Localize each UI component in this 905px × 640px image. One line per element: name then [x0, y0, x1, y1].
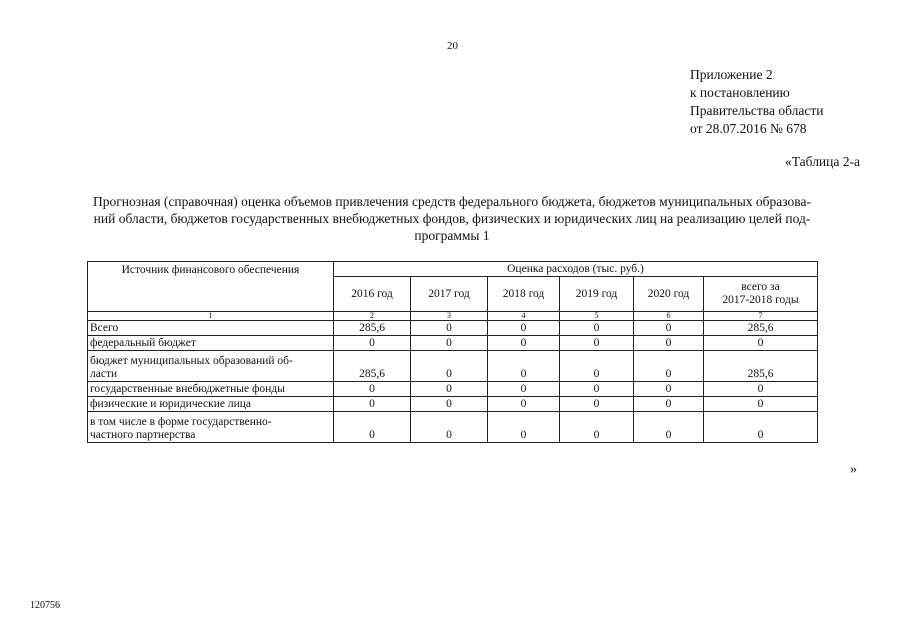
header-total-line: всего за [741, 281, 780, 293]
row-label [88, 412, 334, 443]
title-line: Прогнозная (справочная) оценка объемов привлечения средств федерального бюджета, бюджетов муниципальных образова- [93, 194, 811, 209]
row-value: 0 [488, 412, 560, 443]
row-value: 0 [560, 336, 634, 351]
header-total [704, 277, 818, 312]
row-label: физические и юридические лица [88, 397, 334, 412]
row-label-line: частного партнерства [90, 429, 196, 441]
row-value: 0 [704, 412, 818, 443]
header-year: 2018 год [488, 277, 560, 312]
appendix-line: от 28.07.2016 № 678 [690, 121, 807, 136]
table-row [88, 321, 818, 336]
header-year: 2017 год [411, 277, 488, 312]
appendix-line: Приложение 2 [690, 67, 773, 82]
row-value: 0 [560, 382, 634, 397]
row-label [88, 351, 334, 382]
row-value: 0 [488, 336, 560, 351]
row-label: государственные внебюджетные фонды [88, 382, 334, 397]
row-value: 0 [411, 321, 488, 336]
header-year: 2019 год [560, 277, 634, 312]
table-row [88, 412, 818, 443]
row-value: 285,6 [334, 351, 411, 382]
header-year: 2020 год [634, 277, 704, 312]
row-label-line: бюджет муниципальных образований об- [90, 355, 293, 367]
row-value: 0 [334, 382, 411, 397]
row-value: 0 [704, 382, 818, 397]
table-row [88, 351, 818, 382]
row-value: 0 [704, 336, 818, 351]
row-value: 0 [334, 336, 411, 351]
row-value: 0 [560, 351, 634, 382]
row-value: 0 [411, 397, 488, 412]
table-row [88, 382, 818, 397]
column-number: 4 [488, 312, 560, 321]
column-number: 1 [88, 312, 334, 321]
page-number: 20 [447, 40, 458, 52]
table-row [88, 336, 818, 351]
column-number: 3 [411, 312, 488, 321]
appendix-line: к постановлению [690, 85, 790, 100]
row-value: 0 [488, 382, 560, 397]
column-number: 2 [334, 312, 411, 321]
row-value: 0 [634, 382, 704, 397]
header-total-line: 2017-2018 годы [722, 294, 799, 306]
column-number: 7 [704, 312, 818, 321]
column-number-row [88, 312, 818, 321]
row-value: 0 [634, 321, 704, 336]
row-label: федеральный бюджет [88, 336, 334, 351]
row-value: 0 [634, 397, 704, 412]
title-line: программы 1 [414, 228, 490, 243]
row-value: 0 [560, 412, 634, 443]
row-value: 0 [560, 321, 634, 336]
title-line: ний области, бюджетов государственных внебюджетных фондов, физических и юридических лиц на реализацию целей под- [93, 211, 811, 226]
header-row [88, 262, 818, 277]
row-value: 0 [334, 397, 411, 412]
header-source: Источник финансового обеспечения [88, 262, 334, 312]
row-value: 0 [411, 382, 488, 397]
row-value: 0 [634, 412, 704, 443]
column-number: 5 [560, 312, 634, 321]
closing-quote: » [850, 462, 857, 477]
funding-table [87, 261, 818, 443]
row-label-line: в том числе в форме государственно- [90, 416, 272, 428]
row-value: 0 [488, 351, 560, 382]
row-value: 0 [634, 336, 704, 351]
table-row [88, 397, 818, 412]
row-value: 0 [411, 351, 488, 382]
row-value: 285,6 [334, 321, 411, 336]
document-title [28, 193, 876, 244]
row-value: 285,6 [704, 321, 818, 336]
row-value: 0 [560, 397, 634, 412]
row-value: 0 [411, 412, 488, 443]
row-label: Всего [88, 321, 334, 336]
appendix-line: Правительства области [690, 103, 824, 118]
row-label-line: ласти [90, 368, 118, 380]
row-value: 0 [334, 412, 411, 443]
row-value: 0 [634, 351, 704, 382]
document-code: 120756 [30, 600, 60, 611]
column-number: 6 [634, 312, 704, 321]
header-year: 2016 год [334, 277, 411, 312]
row-value: 0 [488, 321, 560, 336]
table-label: «Таблица 2-а [785, 154, 860, 169]
row-value: 0 [704, 397, 818, 412]
row-value: 0 [411, 336, 488, 351]
row-value: 0 [488, 397, 560, 412]
appendix-block [690, 66, 823, 138]
row-value: 285,6 [704, 351, 818, 382]
header-estimate: Оценка расходов (тыс. руб.) [334, 262, 818, 277]
